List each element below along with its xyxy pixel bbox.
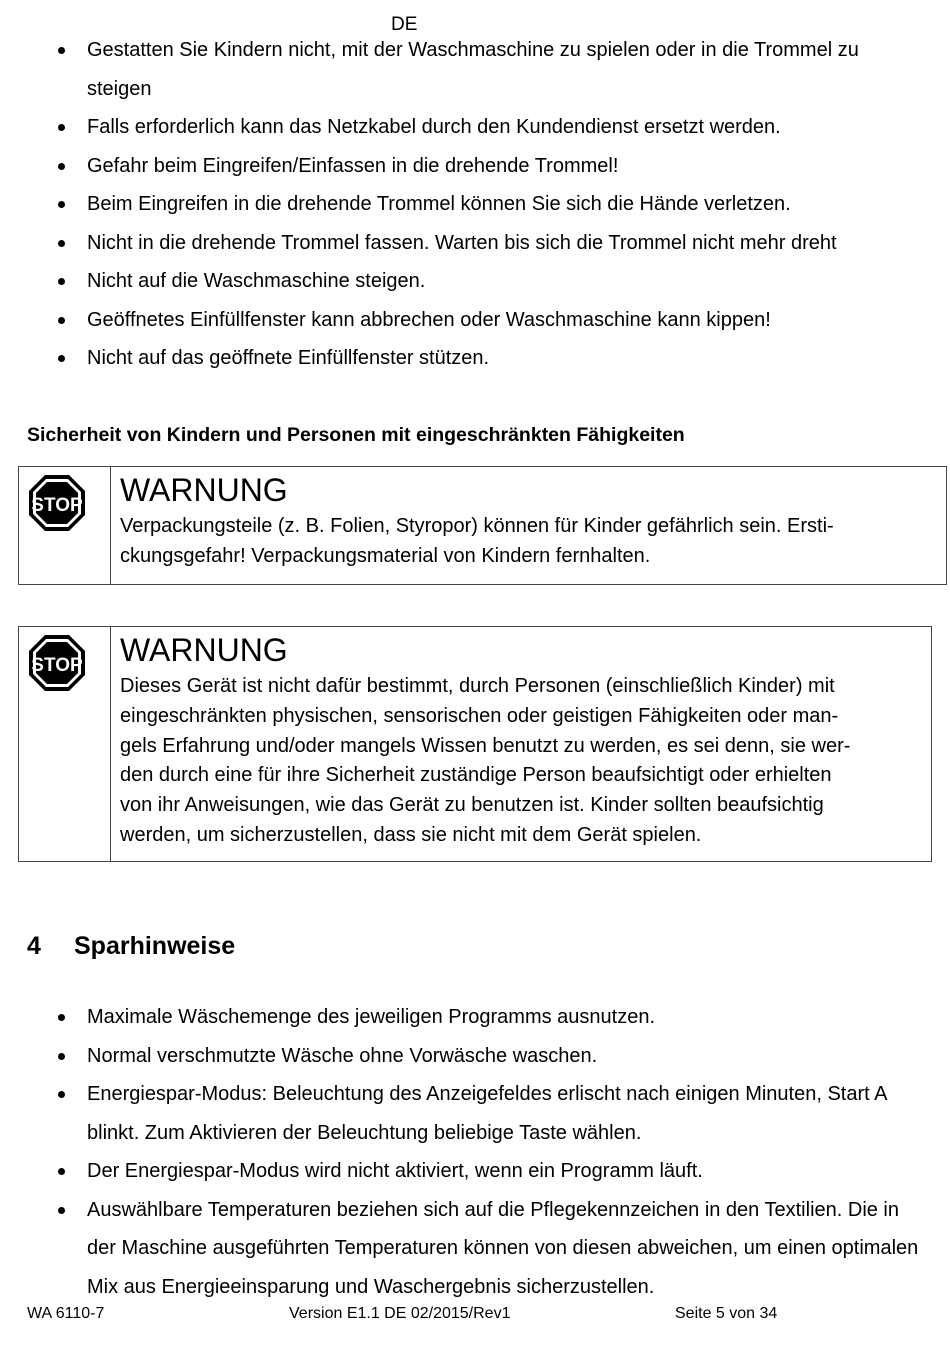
warning-line: von ihr Anweisungen, wie das Gerät zu benutzen ist. Kinder sollten beaufsichtig [120,794,824,817]
warning-text [120,672,850,851]
section-title: Sparhinweise [74,932,236,960]
list-item: Der Energiespar-Modus wird nicht aktiviert, wenn ein Programm läuft. [0,1152,930,1191]
section-number: 4 [27,932,41,960]
stop-sign-text: STOP [31,495,83,516]
list-item: Nicht in die drehende Trommel fassen. Warten bis sich die Trommel nicht mehr dreht [0,224,930,263]
warning-text [120,512,834,572]
language-label: DE [391,14,418,35]
warning-icon-cell [19,627,111,861]
warning-line: werden, um sicherzustellen, dass sie nicht mit dem Gerät spielen. [120,823,702,846]
warning-line: ckungsgefahr! Verpackungsmaterial von Kindern fernhalten. [120,544,651,567]
footer-version: Version E1.1 DE 02/2015/Rev1 [289,1305,511,1322]
warning-line: den durch eine für ihre Sicherheit zuständige Person beaufsichtigt oder erhielten [120,764,832,787]
footer-model: WA 6110-7 [27,1305,105,1322]
warning-box [18,466,947,585]
safety-bullet-list [0,31,930,378]
warning-line: Verpackungsteile (z. B. Folien, Styropor) können für Kinder gefährlich sein. Ersti- [120,515,834,537]
list-item: Nicht auf die Waschmaschine steigen. [0,262,930,301]
warning-title: WARNUNG [120,472,288,508]
list-item: Gestatten Sie Kindern nicht, mit der Waschmaschine zu spielen oder in die Trommel zu steigen [0,31,930,108]
stop-sign-icon [28,474,86,532]
footer-page: Seite 5 von 34 [675,1305,778,1322]
list-item: Maximale Wäschemenge des jeweiligen Programms ausnutzen. [0,998,930,1037]
list-item: Energiespar-Modus: Beleuchtung des Anzeigefeldes erlischt nach einigen Minuten, Start A blinkt. Zum Aktivieren der Beleuchtung beliebige Taste wählen. [0,1075,930,1152]
savings-bullet-list [0,998,930,1306]
warning-title: WARNUNG [120,632,288,668]
list-item: Falls erforderlich kann das Netzkabel durch den Kundendienst ersetzt werden. [0,108,930,147]
warning-text-cell [111,467,844,584]
warning-line: gels Erfahrung und/oder mangels Wissen benutzt zu werden, es sei denn, sie wer- [120,734,851,757]
subheading: Sicherheit von Kindern und Personen mit eingeschränkten Fähigkeiten [27,424,685,446]
warning-line: Dieses Gerät ist nicht dafür bestimmt, durch Personen (einschließlich Kinder) mit [120,675,835,697]
section-heading [27,932,235,961]
list-item: Normal verschmutzte Wäsche ohne Vorwäsche waschen. [0,1037,930,1076]
list-item: Auswählbare Temperaturen beziehen sich auf die Pflegekennzeichen in den Textilien. Die in der Maschine ausgeführten Temperaturen können von diesen abweichen, um einen optimalen Mix aus Energieeinsparung und Waschergebnis sicherzustellen. [0,1191,930,1307]
warning-icon-cell [19,467,111,584]
list-item: Beim Eingreifen in die drehende Trommel können Sie sich die Hände verletzen. [0,185,930,224]
list-item: Gefahr beim Eingreifen/Einfassen in die drehende Trommel! [0,147,930,186]
list-item: Nicht auf das geöffnete Einfüllfenster stützen. [0,339,930,378]
warning-text-cell [111,627,860,861]
warning-line: eingeschränkten physischen, sensorischen oder geistigen Fähigkeiten oder man- [120,704,839,727]
warning-box [18,626,932,862]
stop-sign-text: STOP [31,655,83,676]
stop-sign-icon [28,634,86,692]
list-item: Geöffnetes Einfüllfenster kann abbrechen oder Waschmaschine kann kippen! [0,301,930,340]
